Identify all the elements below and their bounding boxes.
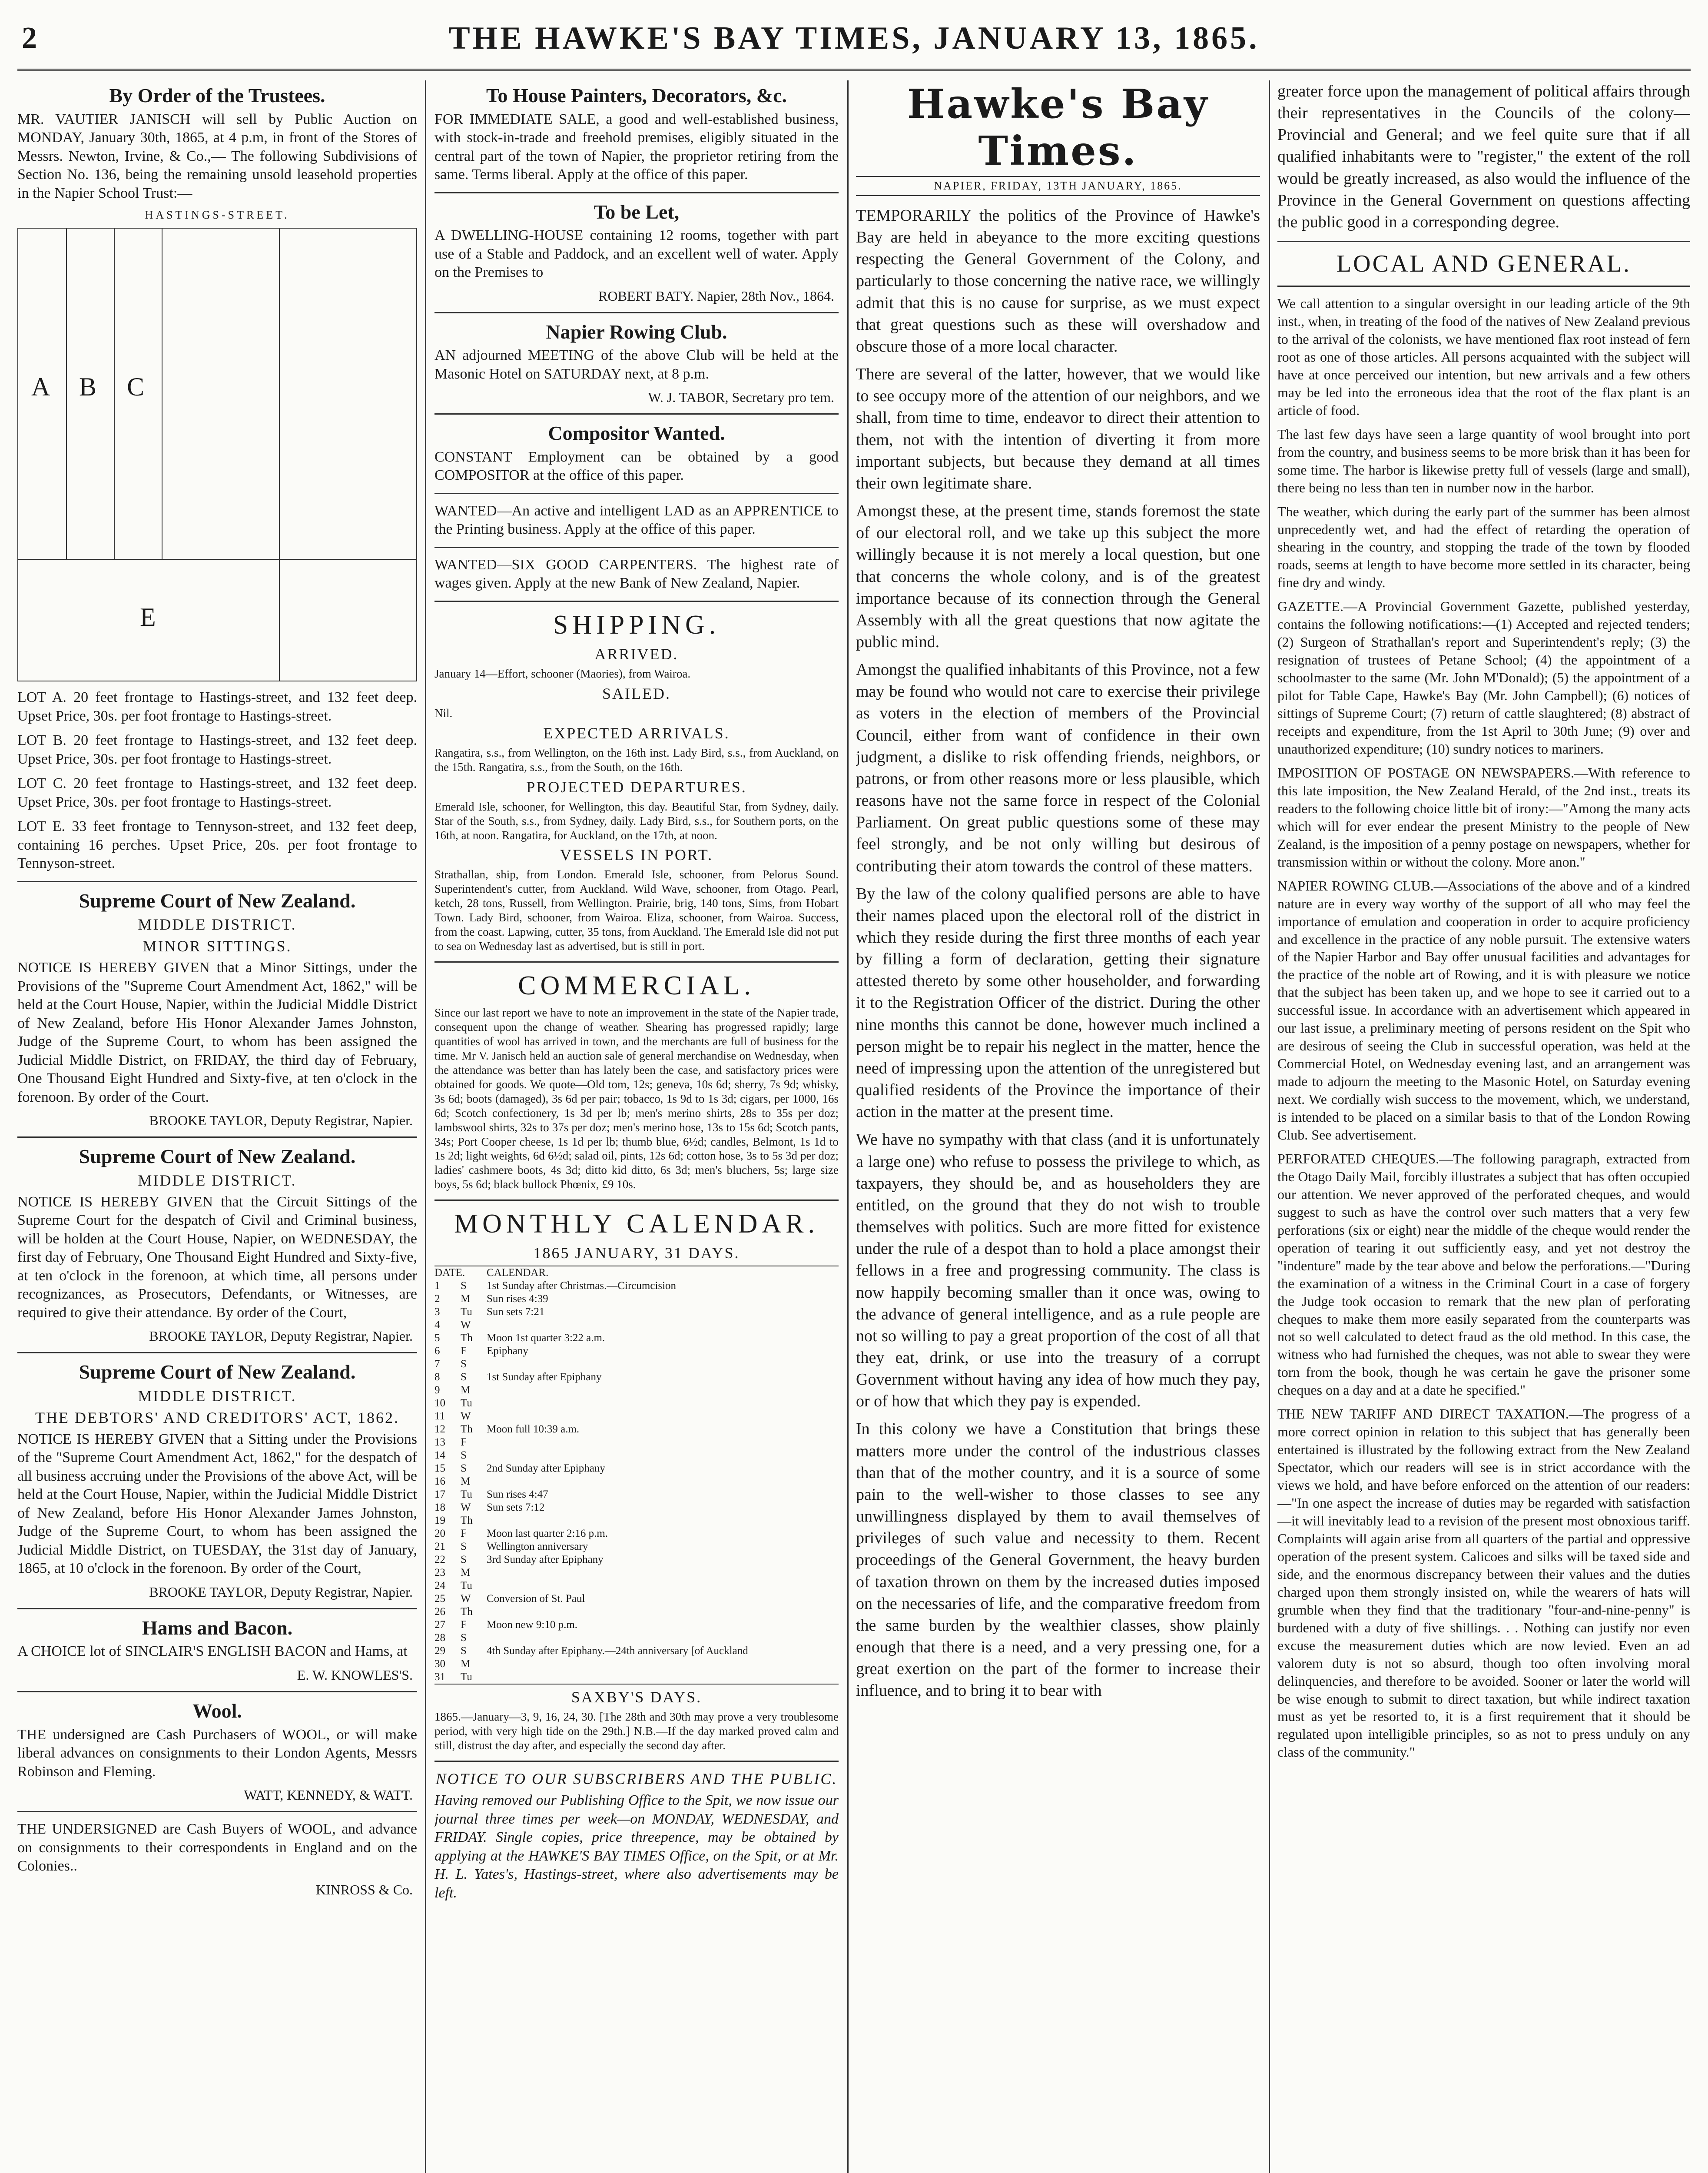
- calendar-day: 3: [434, 1306, 440, 1318]
- expected-arrivals-heading: EXPECTED ARRIVALS.: [543, 724, 730, 742]
- rowing-club-heading: Napier Rowing Club.: [546, 320, 727, 343]
- court-notice-2-district: MIDDLE DISTRICT.: [138, 1171, 297, 1189]
- hams-heading: Hams and Bacon.: [142, 1616, 293, 1639]
- calendar-weekday: Tu: [461, 1580, 472, 1592]
- notice-text: Having removed our Publishing Office to the Spit, we now issue our journal three times per week—on MONDAY, WEDNESDAY, and FRIDAY. Single copies, price threepence, may be obtained by applying at the HAWKE'S BAY TIMES Office, on the Spit, or at Mr. H. L. Yates's, Hastings-street, where also advertisements may be left.: [434, 1792, 839, 1901]
- calendar-weekday: Th: [461, 1332, 473, 1344]
- painters-heading: To House Painters, Decorators, &c.: [486, 84, 787, 106]
- commercial-text: Since our last report we have to note an improvement in the state of the Napier trade, consequent upon the change of weather. Shearing has progressed rapidly; large quantities of wool has arrived in town, and the merchants are full of business for the time. Mr V. Janisch held an auction sale of general merchandise on Wednesday, when the attendance was better than has lately been the case, and satisfactory prices were obtained for goods. We quote—Old tom, 12s; geneva, 10s 6d; sherry, 7s 9d; whisky, 3s 6d; boots (damaged), 3s 6d per pair; tobacco, 1s 9d to 1s 3d; cigars, per 1000, 16s 6d; Scotch confectionery, 1s 3d per lb; men's merino shirts, 28s to 35s per doz; lambswool shirts, 32s to 37s per doz; men's merino hose, 13s to 15s 6d; Scotch pants, 34s; Port Cooper cheese, 1s 1d per lb; thumb blue, 6½d; candles, Belmont, 1s 1d to 1s 2d; light weights, 6d 6½d; salad oil, pints, 12s 6d; cotton hose, 3s to 5s 3d per doz; ladies' cashmere boots, 4s 3d; ditto kid ditto, 6s 3d; men's bluchers, 5s; large size boys, 5s 6d; black bullock Phœnix, £9 10s.: [434, 1006, 839, 1191]
- column-rule: [425, 80, 426, 2173]
- local-general-body: [1277, 295, 1690, 1761]
- court-notice-1-sub: MINOR SITTINGS.: [143, 937, 292, 955]
- calendar-row: [434, 1566, 839, 1579]
- calendar-weekday: S: [461, 1541, 467, 1553]
- court-notice-1-signature: BROOKE TAYLOR, Deputy Registrar, Napier.: [149, 1113, 413, 1129]
- column-3: [856, 80, 1260, 2173]
- trustees-text: MR. VAUTIER JANISCH will sell by Public Auction on MONDAY, January 30th, 1865, at 4 p.m, in front of the Stores of Messrs. Newton, Irvine, & Co.,— The following Subdivisions of Section No. 136, being the remaining unsold leasehold properties in the Napier School Trust:—: [17, 111, 417, 201]
- calendar-weekday: Tu: [461, 1671, 472, 1683]
- plan-street-label: HASTINGS-STREET.: [145, 209, 290, 222]
- divider: [434, 493, 839, 494]
- calendar-row: [434, 1384, 839, 1397]
- calendar-entry: 1st Sunday after Epiphany: [487, 1371, 602, 1383]
- lot-c-text: LOT C. 20 feet frontage to Hastings-street, and 132 feet deep. Upset Price, 30s. per foot frontage to Hastings-street.: [17, 775, 417, 810]
- divider: [1277, 286, 1690, 287]
- lot-e-text: LOT E. 33 feet frontage to Tennyson-street, and 132 feet deep, containing 16 perches. Upset Price, 20s. per foot frontage to Tennyson-street.: [17, 818, 417, 872]
- page-number: 2: [22, 21, 37, 55]
- calendar-row: [434, 1631, 839, 1645]
- calendar-col-date: DATE.: [434, 1267, 465, 1279]
- calendar-weekday: S: [461, 1632, 467, 1644]
- editorial-paragraph: There are several of the latter, however, that we would like to see occupy more of the attention of our neighbors, and we shall, from time to time, endeavor to direct their attention to them, not with the intention of diverting it from more important subjects, but because they demand at all times their own legitimate share.: [856, 365, 1260, 492]
- calendar-entry: Sun rises 4:47: [487, 1489, 548, 1501]
- calendar-row: [434, 1410, 839, 1423]
- wool-text: THE undersigned are Cash Purchasers of WOOL, or will make liberal advances on consignments to their London Agents, Messrs Robinson and Fleming.: [17, 1726, 417, 1780]
- calendar-entry: Wellington anniversary: [487, 1541, 588, 1553]
- court-notice-2-text: NOTICE IS HEREBY GIVEN that the Circuit Sittings of the Supreme Court for the despatch of Civil and Criminal business, will be holden at the Court House, Napier, on WEDNESDAY, the first day of February, One Thousand Eight Hundred and Sixty-five, at ten o'clock in the forenoon, at which time, all persons under recognizances, as Prosecutors, Defendants, or Witnesses, are required to give their attendance. By order of the Court,: [17, 1193, 417, 1321]
- editorial-dateline: NAPIER, FRIDAY, 13TH JANUARY, 1865.: [856, 176, 1260, 196]
- calendar-day: 29: [434, 1645, 445, 1657]
- calendar-weekday: F: [461, 1528, 467, 1540]
- column-2: [434, 80, 839, 2173]
- calendar-col-calendar: CALENDAR.: [487, 1267, 549, 1279]
- apprentice-wanted-text: WANTED—An active and intelligent LAD as an APPRENTICE to the Printing business. Apply at the office of this paper.: [434, 502, 839, 538]
- calendar-row: [434, 1618, 839, 1631]
- divider: [17, 881, 417, 882]
- divider: [1277, 241, 1690, 242]
- calendar-day: 31: [434, 1671, 445, 1683]
- wool-heading: Wool.: [192, 1699, 242, 1722]
- wool-signature: WATT, KENNEDY, & WATT.: [244, 1787, 413, 1803]
- calendar-header-row: [434, 1266, 839, 1279]
- calendar-day: 2: [434, 1293, 440, 1305]
- compositor-heading: Compositor Wanted.: [548, 422, 725, 445]
- divider: [434, 413, 839, 415]
- calendar-entry: Conversion of St. Paul: [487, 1593, 585, 1605]
- saxby-text: 1865.—January—3, 9, 16, 24, 30. [The 28th and 30th may prove a very troublesome period, with very high tide on the 29th.] N.B.—If the day marked proved calm and still, distrust the day after, and especially the second day after.: [434, 1710, 839, 1752]
- calendar-weekday: S: [461, 1554, 467, 1566]
- calendar-day: 17: [434, 1489, 445, 1501]
- projected-departures-text: Emerald Isle, schooner, for Wellington, this day. Beautiful Star, from Sydney, daily. Star of the South, s.s., from Sydney, daily. Lady Bird, s.s., for Southern ports, on the 16th, at noon. Rangatira, for Auckland, on the 17th, at noon.: [434, 800, 839, 842]
- local-paragraph: GAZETTE.—A Provincial Government Gazette, published yesterday, contains the following notifications:—(1) Accepted and rejected tenders; (2) Surgeon of Strathallan's report and Superintendent's reply; (3) the resignation of trustees of Petane School; (4) the appointment of a schoolmaster to the same (Mr. John M'Donald); (5) the appointment of a pilot for Table Cape, Hawke's Bay (Mr. John Campbell); (6) notices of sittings of Supreme Court; (7) return of cattle slaughtered; (8) abstract of receipts and expenditure, from the 1st April to 30th June; (9) over and unauthorized expenditure; (10) sundry notices to mariners.: [1277, 598, 1690, 757]
- calendar-row: [434, 1332, 839, 1345]
- editorial-paragraph: Amongst the qualified inhabitants of this Province, not a few may be found who would not care to exercise their privilege as voters in the election of members of the Provincial Council, either from want of confidence in their own judgment, a dislike to risk offending friends, neighbors, or patrons, or from other reasons more or less plausible, which reasons have not the same force in respect of the Colonial Parliament. On great public questions some of these may feel strongly, and be not only willing but desirous of contributing their atom towards the control of these matters.: [856, 661, 1260, 875]
- local-paragraph: The last few days have seen a large quantity of wool brought into port from the country, and business seems to be more brisk than it has been for some time. The harbor is likewise pretty full of vessels (large and small), there being no less than ten in number now in the harbor.: [1277, 426, 1690, 495]
- hams-text: A CHOICE lot of SINCLAIR'S ENGLISH BACON and Hams, at: [17, 1643, 408, 1660]
- calendar-day: 16: [434, 1475, 445, 1488]
- vessels-in-port-text: Strathallan, ship, from London. Emerald Isle, schooner, from Pelorus Sound. Superintendent's cutter, from Auckland. Wild Wave, schooner, from Otago. Pearl, ketch, 28 tons, Russell, from Wellington. Prairie, brig, 140 tons, Sims, from Hobart Town. Lady Bird, schooner, from Wairoa. Eliza, schooner, from Wairoa. Success, from the coast. Lapwing, cutter, 35 tons, from Auckland. The Emerald Isle did not put to sea on Wednesday last as advertised, but is still in port.: [434, 868, 839, 953]
- plan-lot-b: B: [79, 372, 97, 402]
- calendar-day: 14: [434, 1449, 445, 1462]
- calendar-day: 4: [434, 1319, 440, 1331]
- local-paragraph: We call attention to a singular oversight in our leading article of the 9th inst., when, in treating of the food of the natives of New Zealand previous to the arrival of the colonists, we have mentioned flax root instead of fern root as one of those articles. All persons acquainted with the subject will have at once perceived our intention, but new arrivals and a few others may be led into the erroneous idea that the root of the flax plant is an article of food.: [1277, 296, 1690, 418]
- column-rule: [847, 80, 849, 2173]
- calendar-weekday: W: [461, 1410, 471, 1422]
- column-rule: [1269, 80, 1270, 2173]
- saxby-heading: SAXBY'S DAYS.: [571, 1688, 702, 1706]
- local-paragraph: IMPOSITION OF POSTAGE ON NEWSPAPERS.—With reference to this late imposition, the New Zealand Herald, of the 2nd inst., treats its readers to the following choice little bit of irony:—"Among the many acts which will for ever endear the present Ministry to the people of New Zealand, is the imposition of a penny postage on newspapers, whether for transmission within or without the colony. More anon.": [1277, 764, 1690, 870]
- calendar-day: 18: [434, 1502, 445, 1514]
- court-notice-3-heading: Supreme Court of New Zealand.: [79, 1361, 356, 1383]
- calendar-rows: [434, 1279, 839, 1684]
- calendar-weekday: F: [461, 1436, 467, 1449]
- sailed-heading: SAILED.: [602, 684, 671, 702]
- calendar-day: 21: [434, 1541, 445, 1553]
- editorial-paragraph: By the law of the colony qualified persons are able to have their names placed upon the electoral roll of the district in which they reside during the first three months of each year by filling a form of declaration, getting their signature attested thereto by some other householder, and forwarding it to the Registration Officer of the district. During the other nine months this cannot be done, however much inclined a person might be to repair his neglect in the matter, hence the need of impressing upon the attention of the unregistered but qualified residents of the Province the importance of their action in the matter at the present time.: [856, 884, 1260, 1121]
- calendar-weekday: S: [461, 1358, 467, 1370]
- divider: [434, 1761, 839, 1762]
- arrived-text: January 14—Effort, schooner (Maories), from Wairoa.: [434, 667, 691, 680]
- calendar-row: [434, 1279, 839, 1293]
- divider: [17, 1352, 417, 1353]
- calendar-row: [434, 1293, 839, 1306]
- calendar-row: [434, 1501, 839, 1514]
- calendar-day: 30: [434, 1658, 445, 1670]
- calendar-row: [434, 1645, 839, 1658]
- court-notice-1-heading: Supreme Court of New Zealand.: [79, 889, 356, 912]
- calendar-weekday: S: [461, 1449, 467, 1462]
- court-notice-2-signature: BROOKE TAYLOR, Deputy Registrar, Napier.: [149, 1328, 413, 1344]
- calendar-day: 5: [434, 1332, 440, 1344]
- calendar-weekday: M: [461, 1475, 471, 1488]
- calendar-day: 11: [434, 1410, 445, 1422]
- local-paragraph: The weather, which during the early part of the summer has been almost unprecedently wet, and had the effect of retarding the operation of shearing in the country, and stopping the trade of the town by flooded roads, seems at length to have become more settled in its character, being fine dry and windy.: [1277, 503, 1690, 591]
- divider: [434, 192, 839, 193]
- calendar-entry: Sun sets 7:21: [487, 1306, 545, 1318]
- plan-lot-e: E: [140, 603, 156, 632]
- calendar-row: [434, 1423, 839, 1436]
- wool-2-text: THE UNDERSIGNED are Cash Buyers of WOOL, and advance on consignments to their correspondents in England and on the Colonies..: [17, 1821, 417, 1874]
- calendar-row: [434, 1514, 839, 1527]
- calendar-weekday: W: [461, 1319, 471, 1331]
- divider: [17, 1691, 417, 1692]
- divider: [17, 1811, 417, 1812]
- calendar-weekday: W: [461, 1502, 471, 1514]
- divider: [434, 961, 839, 963]
- calendar-row: [434, 1488, 839, 1501]
- notice-heading: NOTICE TO OUR SUBSCRIBERS AND THE PUBLIC.: [435, 1770, 838, 1788]
- calendar-entry: 3rd Sunday after Epiphany: [487, 1554, 604, 1566]
- calendar-row: [434, 1553, 839, 1566]
- calendar-entry: Moon last quarter 2:16 p.m.: [487, 1528, 608, 1540]
- calendar-row: [434, 1462, 839, 1475]
- editorial-continuation: greater force upon the management of political affairs through their representatives in the Councils of the colony—Provincial and General; and we feel quite sure that if all qualified inhabitants were to "register," the extent of the roll would be greatly increased, as also would the influence of the Province in the General Government on questions affecting the public good in a corresponding degree.: [1277, 82, 1690, 231]
- editorial-body: [856, 205, 1260, 1701]
- calendar-weekday: M: [461, 1567, 471, 1579]
- calendar-weekday: S: [461, 1645, 467, 1657]
- local-paragraph: THE NEW TARIFF AND DIRECT TAXATION.—The progress of a more correct opinion in relation to this subject that has generally been entertained is illustrated by the following extract from the New Zealand Spectator, which our readers will see is in strict accordance with the views we hold, and have before enforced on the attention of our readers:—"In one aspect the increase of duties may be regarded with satisfaction—it will inevitably lead to a revision of the present most obnoxious tariff. Complaints will again arise from all quarters of the partial and oppressive operation of the present system. Calicoes and silks will be taxed side and side, and the enormous discrepancy between their values and the duties charged upon them strongly insisted on, while the wearers of hats will grumble when they find that the traditionary "four-and-nine-penny" is burdened with a duty of five shillings. . . Nothing can justify nor even excuse the measurement duties which are now levied. Even an ad valorem duty is not so absurd, though too often involving moral delinquencies, and therefore to be avoided. Sooner or later the world will be wise enough to submit to direct taxation, but while indirect taxation must as yet be resorted to, it is a first requirement that it should be regulated upon intelligible principles, so as not to press unduly on any class of the community.": [1277, 1406, 1690, 1760]
- calendar-row: [434, 1358, 839, 1371]
- calendar-weekday: Th: [461, 1423, 473, 1435]
- calendar-entry: Sun sets 7:12: [487, 1502, 545, 1514]
- sailed-text: Nil.: [434, 706, 453, 720]
- calendar-entry: 2nd Sunday after Epiphany: [487, 1462, 605, 1475]
- calendar-row: [434, 1449, 839, 1462]
- calendar-weekday: Th: [461, 1515, 473, 1527]
- court-notice-1-district: MIDDLE DISTRICT.: [138, 916, 297, 934]
- expected-arrivals-text: Rangatira, s.s., from Wellington, on the 16th inst. Lady Bird, s.s., from Auckland, on the 15th. Rangatira, s.s., from the South, on the 16th.: [434, 746, 839, 774]
- calendar-day: 10: [434, 1397, 445, 1409]
- calendar-weekday: S: [461, 1371, 467, 1383]
- divider: [434, 312, 839, 313]
- calendar-entry: Epiphany: [487, 1345, 528, 1357]
- rowing-club-text: AN adjourned MEETING of the above Club will be held at the Masonic Hotel on SATURDAY next, at 8 p.m.: [434, 347, 839, 382]
- carpenters-wanted-text: WANTED—SIX GOOD CARPENTERS. The highest rate of wages given. Apply at the new Bank of New Zealand, Napier.: [434, 556, 839, 591]
- to-let-heading: To be Let,: [594, 200, 680, 223]
- editorial-paragraph: In this colony we have a Constitution that brings these matters more under the control of the industrious classes than that of the mother country, and it is a source of some pain to the well-wisher to those classes to see any unwillingness displayed by them to avail themselves of privileges of such value and necessity to them. Recent proceedings of the General Government, the heavy burden of taxation thrown on them by the increased duties imposed on the necessaries of life, and the comparative freedom from the same burden by the wealthier classes, show plainly enough that there is a need, and a very pressing one, for a great exertion on the part of the former to increase their influence, and to bring it to bear with: [856, 1420, 1260, 1700]
- calendar-entry: Moon new 9:10 p.m.: [487, 1619, 578, 1631]
- calendar-day: 8: [434, 1371, 440, 1383]
- local-paragraph: PERFORATED CHEQUES.—The following paragraph, extracted from the Otago Daily Mail, forcibly illustrates a subject that has often occupied our attention. We never approved of the perforated cheques, and would suggest to such as have the control over such matters that a very few perforations (six or eight) near the middle of the cheque would render the operation of tearing it out sufficiently easy, and yet not destroy the "indenture" made by the tear above and below the perforations.—"During the examination of a witness in the Criminal Court in a case of forgery the Judge took occasion to remark that the new plan of perforating cheques to make them more easily separated from the counterparts was not so well calculated to detect fraud as the old method. In this case, the witness who had furnished the cheques, was not able to swear they were torn from the book, though he was certain he gave the prisoner some cheques on a day and at a date he specified.": [1277, 1150, 1690, 1398]
- court-notice-2-heading: Supreme Court of New Zealand.: [79, 1145, 356, 1168]
- calendar-weekday: S: [461, 1280, 467, 1292]
- calendar-row: [434, 1658, 839, 1671]
- calendar-day: 25: [434, 1593, 445, 1605]
- calendar-day: 12: [434, 1423, 445, 1435]
- court-notice-3-signature: BROOKE TAYLOR, Deputy Registrar, Napier.: [149, 1584, 413, 1600]
- calendar-entry: 1st Sunday after Christmas.—Circumcision: [487, 1280, 677, 1292]
- local-general-heading: LOCAL AND GENERAL.: [1336, 250, 1632, 278]
- calendar-row: [434, 1306, 839, 1319]
- calendar-weekday: Tu: [461, 1397, 472, 1409]
- calendar-day: 20: [434, 1528, 445, 1540]
- shipping-heading: SHIPPING.: [553, 610, 720, 640]
- calendar-day: 1: [434, 1280, 440, 1292]
- calendar-day: 23: [434, 1567, 445, 1579]
- calendar-row: [434, 1579, 839, 1592]
- plan-lot-c: C: [127, 372, 145, 402]
- calendar-weekday: F: [461, 1619, 467, 1631]
- calendar-day: 28: [434, 1632, 445, 1644]
- page-header: [17, 12, 1691, 71]
- calendar-row: [434, 1540, 839, 1553]
- calendar-row: [434, 1605, 839, 1618]
- calendar-day: 19: [434, 1515, 445, 1527]
- calendar-row: [434, 1527, 839, 1540]
- to-let-text: A DWELLING-HOUSE containing 12 rooms, together with part use of a Stable and Paddock, and an excellent well of water. Apply on the Premises to: [434, 227, 839, 281]
- calendar-day: 15: [434, 1462, 445, 1475]
- plan-lot-a: A: [31, 372, 50, 402]
- court-notice-3-text: NOTICE IS HEREBY GIVEN that a Sitting under the Provisions of the "Supreme Court Amendment Act, 1862," for the despatch of all business accruing under the Provisions of the above Act, will be held at the Court House, Napier, within the Judicial Middle District of New Zealand, before His Honor Alexander James Johnston, Judge of the Supreme Court, to whom has been assigned the Judicial Middle District, on TUESDAY, the 31st day of January, 1865, at 10 o'clock in the forenoon. By order of the Court,: [17, 1431, 417, 1577]
- calendar-row: [434, 1345, 839, 1358]
- calendar-row: [434, 1592, 839, 1605]
- lot-a-text: LOT A. 20 feet frontage to Hastings-street, and 132 feet deep. Upset Price, 30s. per foot frontage to Hastings-street.: [17, 689, 417, 724]
- court-notice-3-sub: THE DEBTORS' AND CREDITORS' ACT, 1862.: [35, 1409, 400, 1426]
- commercial-heading: COMMERCIAL.: [518, 971, 755, 1001]
- calendar-row: [434, 1319, 839, 1332]
- column-1: [17, 80, 417, 2173]
- hams-signature: E. W. KNOWLES'S.: [297, 1667, 413, 1683]
- trustees-heading: By Order of the Trustees.: [109, 84, 325, 106]
- rowing-club-signature: W. J. TABOR, Secretary pro tem.: [648, 389, 834, 405]
- calendar-entry: Moon 1st quarter 3:22 a.m.: [487, 1332, 605, 1344]
- compositor-text: CONSTANT Employment can be obtained by a good COMPOSITOR at the office of this paper.: [434, 449, 839, 484]
- calendar-table: [434, 1266, 839, 1685]
- calendar-weekday: M: [461, 1658, 471, 1670]
- to-let-signature: ROBERT BATY. Napier, 28th Nov., 1864.: [598, 288, 834, 304]
- wool-2-signature: KINROSS & Co.: [315, 1881, 413, 1897]
- calendar-day: 22: [434, 1554, 445, 1566]
- calendar-day: 9: [434, 1384, 440, 1396]
- lot-b-text: LOT B. 20 feet frontage to Hastings-street, and 132 feet deep. Upset Price, 30s. per foot frontage to Hastings-street.: [17, 732, 417, 767]
- calendar-row: [434, 1436, 839, 1449]
- vessels-in-port-heading: VESSELS IN PORT.: [560, 846, 713, 864]
- court-notice-1-text: NOTICE IS HEREBY GIVEN that a Minor Sittings, under the Provisions of the "Supreme Court Amendment Act, 1862," will be held at the Court House, Napier, within the Judicial Middle District of New Zealand, before His Honor Alexander James Johnston, Judge of the Supreme Court, to whom has been assigned the Judicial Middle District, on FRIDAY, the third day of February, One Thousand Eight Hundred and Sixty-five, at ten o'clock in the forenoon. By order of the Court.: [17, 960, 417, 1105]
- calendar-entry: 4th Sunday after Epiphany.—24th anniversary [of Auckland: [487, 1645, 748, 1657]
- calendar-day: 13: [434, 1436, 445, 1449]
- calendar-heading: MONTHLY CALENDAR.: [454, 1209, 819, 1239]
- calendar-subheading: 1865 JANUARY, 31 DAYS.: [533, 1244, 740, 1262]
- lot-plan: [17, 228, 417, 681]
- column-4: [1277, 80, 1690, 2173]
- calendar-weekday: Th: [461, 1606, 473, 1618]
- divider: [17, 1136, 417, 1138]
- calendar-weekday: S: [461, 1462, 467, 1475]
- calendar-entry: Sun rises 4:39: [487, 1293, 548, 1305]
- divider: [434, 1199, 839, 1201]
- divider: [17, 1608, 417, 1609]
- calendar-weekday: Tu: [461, 1306, 472, 1318]
- calendar-weekday: Tu: [461, 1489, 472, 1501]
- divider: [434, 547, 839, 548]
- court-notice-3-district: MIDDLE DISTRICT.: [138, 1387, 297, 1405]
- projected-departures-heading: PROJECTED DEPARTURES.: [526, 778, 747, 796]
- calendar-weekday: F: [461, 1345, 467, 1357]
- editorial-masthead: Hawke's Bay Times.: [907, 80, 1209, 174]
- local-paragraph: NAPIER ROWING CLUB.—Associations of the above and of a kindred nature are in every way worthy of the support of all who may feel the importance of emulation and cooperation in order to acquire proficiency and excellence in the practice of any noble pursuit. The extensive waters of the Napier Harbor and Bay offer unusual facilities and advantages for the practice of the noble art of Rowing, and it is with pleasure we notice that the subject has been taken up, and we hope to see it carried out to a successful issue. In accordance with an advertisement which appeared in our last issue, a preliminary meeting of persons resident on the Spit who are desirous of seeing the Club in successful operation, was held at the Commercial Hotel, on Wednesday evening last, and an arrangement was made to adjourn the meeting to the Masonic Hotel, on Saturday evening next. We cordially wish success to the movement, which, we understand, is intended to be placed on a similar basis to that of the London Rowing Club. See advertisement.: [1277, 877, 1690, 1143]
- calendar-day: 7: [434, 1358, 440, 1370]
- calendar-weekday: M: [461, 1384, 471, 1396]
- page-title: THE HAWKE'S BAY TIMES, JANUARY 13, 1865.: [448, 20, 1260, 56]
- calendar-day: 26: [434, 1606, 445, 1618]
- divider: [434, 601, 839, 602]
- calendar-day: 24: [434, 1580, 445, 1592]
- calendar-entry: Moon full 10:39 a.m.: [487, 1423, 580, 1435]
- calendar-day: 27: [434, 1619, 445, 1631]
- calendar-weekday: M: [461, 1293, 471, 1305]
- calendar-row: [434, 1671, 839, 1684]
- calendar-row: [434, 1371, 839, 1384]
- calendar-row: [434, 1475, 839, 1488]
- editorial-paragraph: TEMPORARILY the politics of the Province of Hawke's Bay are held in abeyance to the more exciting questions respecting the General Government of the Colony, and particularly to those concerning the native race, we willingly admit that this is no cause for surprise, as we must expect that great questions such as these will overshadow and obscure those of a more local character.: [856, 206, 1260, 356]
- painters-text: FOR IMMEDIATE SALE, a good and well-established business, with stock-in-trade and freehold premises, eligibly situated in the central part of the town of Napier, the proprietor retiring from the same. Terms liberal. Apply at the office of this paper.: [434, 111, 839, 183]
- arrived-heading: ARRIVED.: [594, 645, 679, 663]
- editorial-paragraph: Amongst these, at the present time, stands foremost the state of our electoral roll, and we take up this subject the more willingly because it is not merely a local question, but one that concerns the whole colony, and is of the greatest importance because of its connection through the General Assembly with all the great questions that now agitate the public mind.: [856, 502, 1260, 651]
- calendar-day: 6: [434, 1345, 440, 1357]
- calendar-weekday: W: [461, 1593, 471, 1605]
- calendar-row: [434, 1397, 839, 1410]
- editorial-paragraph: We have no sympathy with that class (and it is unfortunately a large one) who refuse to possess the privilege to which, as taxpayers, they should be, and as householders they are entitled, on the ground that they do not wish to trouble themselves with politics. Such are more fitted for existence under the rule of a despot than to hold a place amongst their fellows in a free and progressing community. The class is now happily becoming smaller than it once was, owing to the advance of general intelligence, and as a rule people are not so willing to pay a great proportion of the cost of all that they eat, drink, or use into the treasury of a corrupt Government without having any idea of how much they pay, or of how that which they pay is expended.: [856, 1130, 1260, 1411]
